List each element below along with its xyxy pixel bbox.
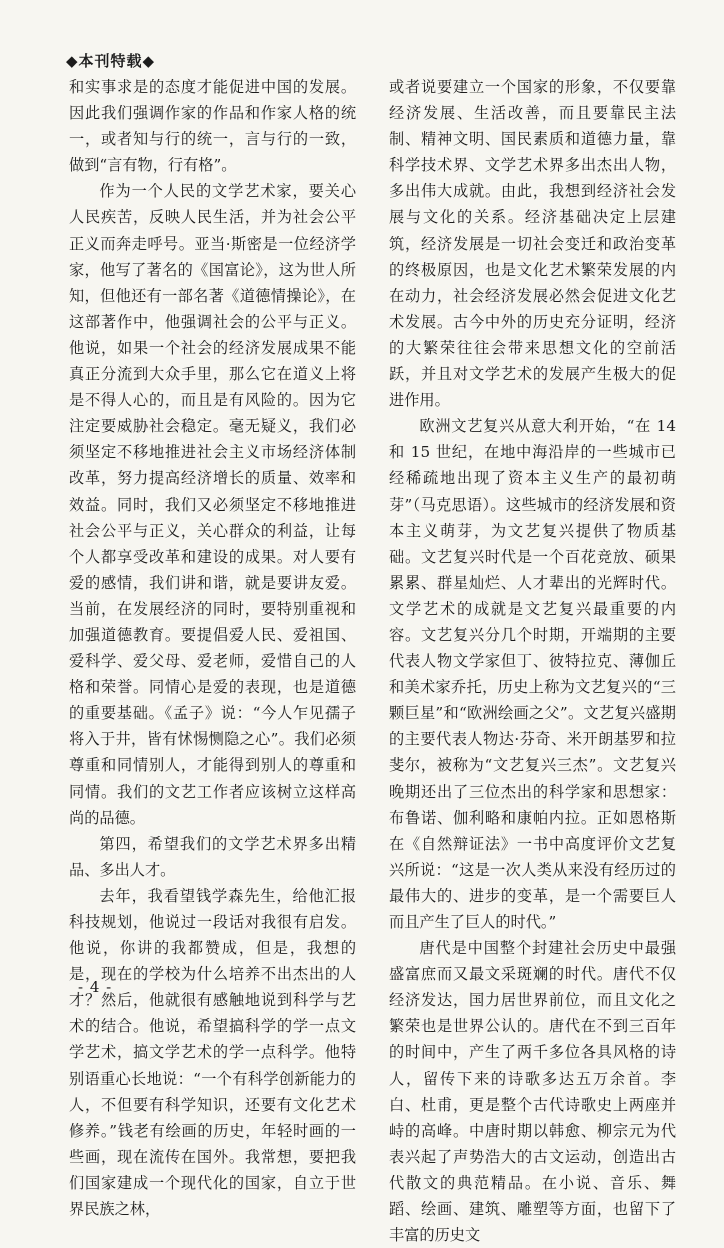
page-number: - 4 - <box>78 978 113 996</box>
paragraph: 第四，希望我们的文学艺术界多出精品、多出人才。 <box>69 834 356 879</box>
left-column <box>69 74 356 1222</box>
right-column <box>389 74 676 1248</box>
paragraph: 和实事求是的态度才能促进中国的发展。因此我们强调作家的作品和作家人格的统一，或者知与行的统一，言与行的一致，做到“言有物，行有格”。 <box>69 78 356 175</box>
paragraph: 唐代是中国整个封建社会历史中最强盛富庶而又最文采斑斓的时代。唐代不仅经济发达，国力居世界前位，而且文化之繁荣也是世界公认的。唐代在不到三百年的时间中，产生了两千多位各具风格的诗人，留传下来的诗歌多达五万余首。李白、杜甫，更是整个古代诗歌史上两座并峙的高峰。中唐时期以韩愈、柳宗元为代表兴起了声势浩大的古文运动，创造出古代散文的典范精品。在小说、音乐、舞蹈、绘画、建筑、雕塑等方面，也留下了丰富的历史文 <box>389 939 676 1245</box>
section-header: ◆本刊特载◆ <box>66 52 156 70</box>
paragraph: 去年，我看望钱学森先生，给他汇报科技规划，他说过一段话对我很有启发。他说，你讲的我都赞成，但是，我想的是，现在的学校为什么培养不出杰出的人才？然后，他就很有感触地说到科学与艺术的结合。他说，希望搞科学的学一点文学艺术，搞文学艺术的学一点科学。他特别语重心长地说：“一个有科学创新能力的人，不但要有科学知识，还要有文化艺术修养。”钱老有绘画的历史，年轻时画的一些画，现在流传在国外。我常想，要把我们国家建成一个现代化的国家，自立于世界民族之林， <box>69 886 356 1219</box>
paragraph: 作为一个人民的文学艺术家，要关心人民疾苦，反映人民生活，并为社会公平正义而奔走呼号。亚当·斯密是一位经济学家，他写了著名的《国富论》，这为世人所知，但他还有一部名著《道德情操论》，在这部著作中，他强调社会的公平与正义。他说，如果一个社会的经济发展成果不能真正分流到大众手里，那么它在道义上将是不得人心的，而且是有风险的。因为它注定要威胁社会稳定。毫无疑义，我们必须坚定不移地推进社会主义市场经济体制改革，努力提高经济增长的质量、效率和效益。同时，我们又必须坚定不移地推进社会公平与正义，关心群众的利益，让每个人都享受改革和建设的成果。对人要有爱的感情，我们讲和谐，就是要讲友爱。当前，在发展经济的同时，要特别重视和加强道德教育。要提倡爱人民、爱祖国、爱科学、爱父母、爱老师，爱惜自己的人格和荣誉。同情心是爱的表现，也是道德的重要基础。《孟子》说：“今人乍见孺子将入于井，皆有怵惕恻隐之心”。我们必须尊重和同情别人，才能得到别人的尊重和同情。我们的文艺工作者应该树立这样高尚的品德。 <box>69 182 356 827</box>
paragraph: 或者说要建立一个国家的形象，不仅要靠经济发展、生活改善，而且要靠民主法制、精神文明、国民素质和道德力量，靠科学技术界、文学艺术界多出杰出人物，多出伟大成就。由此，我想到经济社会发展与文化的关系。经济基础决定上层建筑，经济发展是一切社会变迁和政治变革的终极原因，也是文化艺术繁荣发展的内在动力，社会经济发展必然会促进文化艺术发展。古今中外的历史充分证明，经济的大繁荣往往会带来思想文化的空前活跃，并且对文学艺术的发展产生极大的促进作用。 <box>389 78 676 410</box>
paragraph: 欧洲文艺复兴从意大利开始，“在 14 和 15 世纪，在地中海沿岸的一些城市已经稀疏地出现了资本主义生产的最初萌芽”（马克思语）。这些城市的经济发展和资本主义萌芽，为文艺复兴提供了物质基础。文艺复兴时代是一个百花竞放、硕果累累、群星灿烂、人才辈出的光辉时代。文学艺术的成就是文艺复兴最重要的内容。文艺复兴分几个时期，开端期的主要代表人物文学家但丁、彼特拉克、薄伽丘和美术家乔托，历史上称为文艺复兴的“三颗巨星”和“欧洲绘画之父”。文艺复兴盛期的主要代表人物达·芬奇、米开朗基罗和拉斐尔，被称为“文艺复兴三杰”。文艺复兴晚期还出了三位杰出的科学家和思想家：布鲁诺、伽利略和康帕内拉。正如恩格斯在《自然辩证法》一书中高度评价文艺复兴所说：“这是一次人类从来没有经历过的最伟大的、进步的变革，是一个需要巨人而且产生了巨人的时代。” <box>389 417 676 931</box>
